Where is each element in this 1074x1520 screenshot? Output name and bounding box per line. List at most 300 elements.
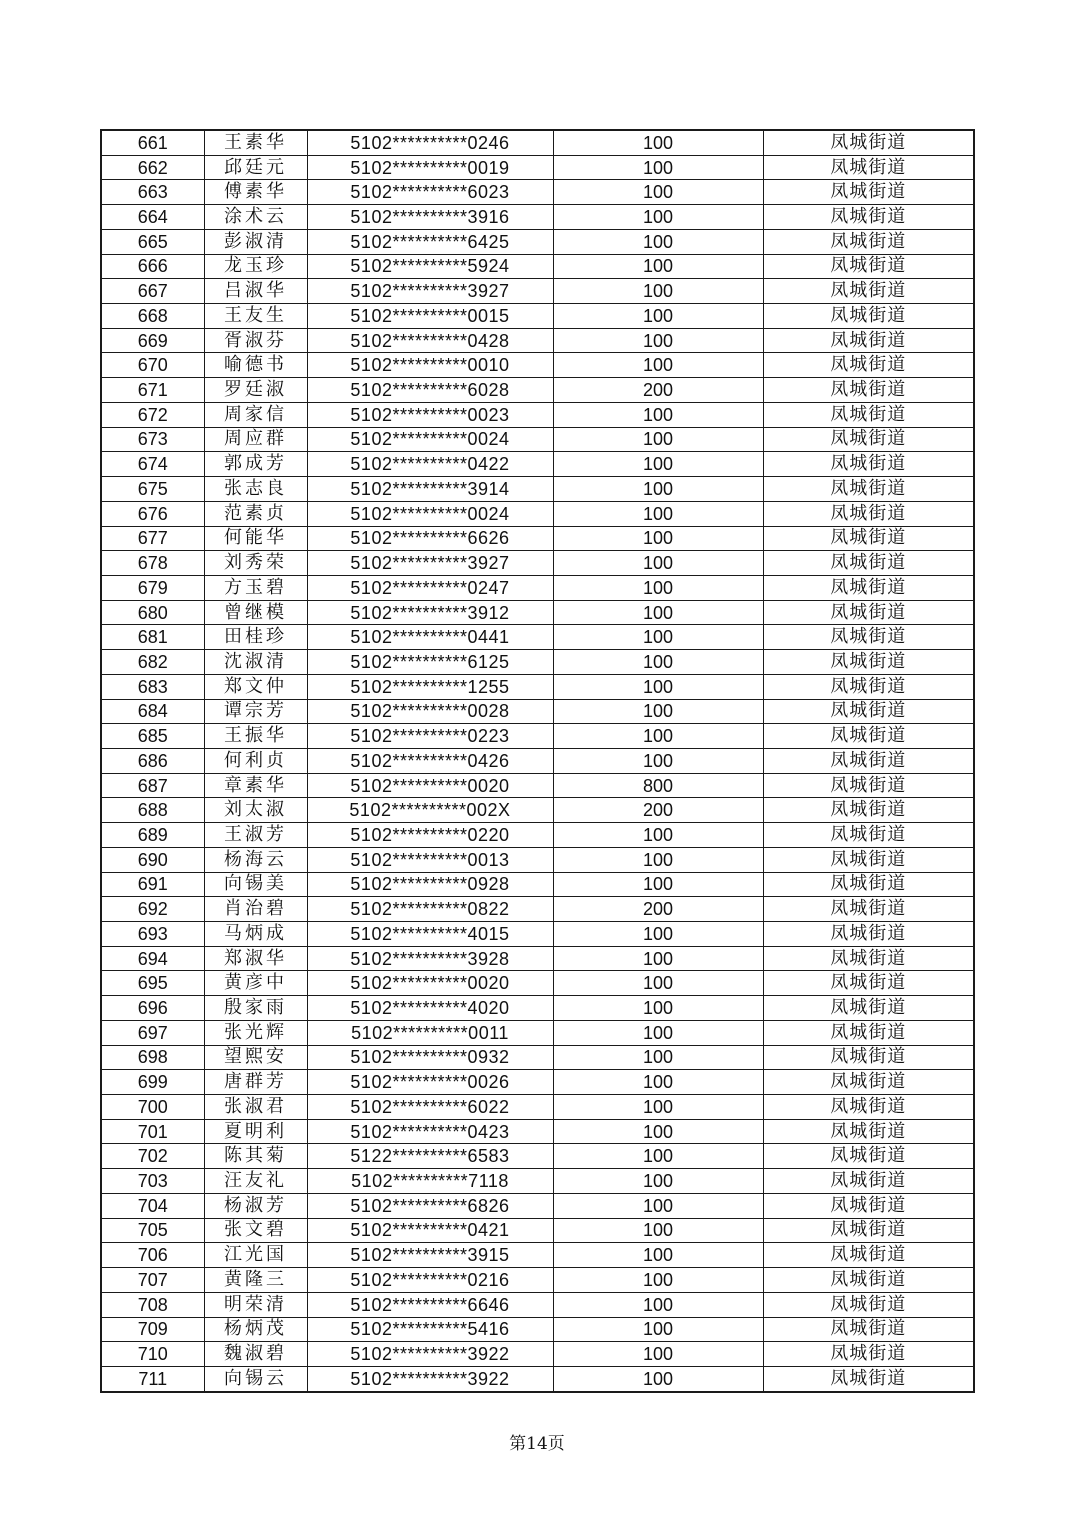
id-number-cell: 5102**********0011 [307, 1020, 553, 1045]
person-name-cell: 涂术云 [204, 205, 307, 230]
amount-cell: 100 [553, 304, 763, 329]
table-row [101, 724, 974, 749]
table-row [101, 847, 974, 872]
seq-number-cell: 708 [101, 1292, 204, 1317]
seq-number-cell: 662 [101, 155, 204, 180]
amount-cell: 100 [553, 922, 763, 947]
seq-number-cell: 669 [101, 328, 204, 353]
seq-number-cell: 676 [101, 501, 204, 526]
seq-number-cell: 671 [101, 378, 204, 403]
id-number-cell: 5122**********6583 [307, 1144, 553, 1169]
seq-number-cell: 665 [101, 229, 204, 254]
seq-number-cell: 696 [101, 996, 204, 1021]
table-row [101, 1045, 974, 1070]
table-row [101, 946, 974, 971]
person-name-cell: 黄隆三 [204, 1268, 307, 1293]
id-number-cell: 5102**********0020 [307, 971, 553, 996]
subdistrict-cell: 凤城街道 [763, 130, 974, 155]
person-name-cell: 邱廷元 [204, 155, 307, 180]
table-row [101, 501, 974, 526]
amount-cell: 100 [553, 625, 763, 650]
subdistrict-cell: 凤城街道 [763, 180, 974, 205]
amount-cell: 100 [553, 650, 763, 675]
id-number-cell: 5102**********6028 [307, 378, 553, 403]
subdistrict-cell: 凤城街道 [763, 205, 974, 230]
id-number-cell: 5102**********0026 [307, 1070, 553, 1095]
subdistrict-cell: 凤城街道 [763, 254, 974, 279]
person-name-cell: 向锡美 [204, 872, 307, 897]
table-row [101, 229, 974, 254]
subdistrict-cell: 凤城街道 [763, 872, 974, 897]
seq-number-cell: 661 [101, 130, 204, 155]
subdistrict-cell: 凤城街道 [763, 501, 974, 526]
id-number-cell: 5102**********0247 [307, 575, 553, 600]
amount-cell: 100 [553, 501, 763, 526]
id-number-cell: 5102**********4015 [307, 922, 553, 947]
amount-cell: 100 [553, 1342, 763, 1367]
person-name-cell: 章素华 [204, 773, 307, 798]
table-row [101, 1342, 974, 1367]
table-row [101, 1070, 974, 1095]
table-row [101, 1193, 974, 1218]
person-name-cell: 望熙安 [204, 1045, 307, 1070]
person-name-cell: 曾继模 [204, 600, 307, 625]
subdistrict-cell: 凤城街道 [763, 155, 974, 180]
table-row [101, 1218, 974, 1243]
table-row [101, 600, 974, 625]
amount-cell: 100 [553, 971, 763, 996]
amount-cell: 100 [553, 130, 763, 155]
person-name-cell: 张文碧 [204, 1218, 307, 1243]
amount-cell: 100 [553, 1119, 763, 1144]
amount-cell: 100 [553, 180, 763, 205]
table-row [101, 304, 974, 329]
seq-number-cell: 666 [101, 254, 204, 279]
id-number-cell: 5102**********5416 [307, 1317, 553, 1342]
amount-cell: 100 [553, 600, 763, 625]
table-row [101, 1292, 974, 1317]
subdistrict-cell: 凤城街道 [763, 279, 974, 304]
table-row [101, 1144, 974, 1169]
amount-cell: 100 [553, 254, 763, 279]
table-row [101, 971, 974, 996]
amount-cell: 100 [553, 452, 763, 477]
subdistrict-cell: 凤城街道 [763, 650, 974, 675]
seq-number-cell: 679 [101, 575, 204, 600]
table-row [101, 748, 974, 773]
person-name-cell: 魏淑碧 [204, 1342, 307, 1367]
id-number-cell: 5102**********0024 [307, 427, 553, 452]
person-name-cell: 汪友礼 [204, 1169, 307, 1194]
seq-number-cell: 688 [101, 798, 204, 823]
seq-number-cell: 681 [101, 625, 204, 650]
seq-number-cell: 689 [101, 823, 204, 848]
table-row [101, 872, 974, 897]
person-name-cell: 谭宗芳 [204, 699, 307, 724]
seq-number-cell: 674 [101, 452, 204, 477]
id-number-cell: 5102**********3927 [307, 551, 553, 576]
subdistrict-cell: 凤城街道 [763, 427, 974, 452]
id-number-cell: 5102**********0441 [307, 625, 553, 650]
id-number-cell: 5102**********0422 [307, 452, 553, 477]
table-body [101, 130, 974, 1392]
person-name-cell: 向锡云 [204, 1366, 307, 1391]
table-row [101, 427, 974, 452]
person-name-cell: 方玉碧 [204, 575, 307, 600]
id-number-cell: 5102**********0822 [307, 897, 553, 922]
subdistrict-cell: 凤城街道 [763, 996, 974, 1021]
person-name-cell: 罗廷淑 [204, 378, 307, 403]
subdistrict-cell: 凤城街道 [763, 1317, 974, 1342]
subdistrict-cell: 凤城街道 [763, 600, 974, 625]
person-name-cell: 田桂珍 [204, 625, 307, 650]
amount-cell: 100 [553, 823, 763, 848]
subdistrict-cell: 凤城街道 [763, 1268, 974, 1293]
subdistrict-cell: 凤城街道 [763, 625, 974, 650]
seq-number-cell: 702 [101, 1144, 204, 1169]
person-name-cell: 何能华 [204, 526, 307, 551]
id-number-cell: 5102**********3912 [307, 600, 553, 625]
subdistrict-cell: 凤城街道 [763, 748, 974, 773]
seq-number-cell: 706 [101, 1243, 204, 1268]
table-row [101, 155, 974, 180]
person-name-cell: 陈其菊 [204, 1144, 307, 1169]
id-number-cell: 5102**********0423 [307, 1119, 553, 1144]
amount-cell: 100 [553, 847, 763, 872]
seq-number-cell: 694 [101, 946, 204, 971]
amount-cell: 100 [553, 1243, 763, 1268]
amount-cell: 100 [553, 996, 763, 1021]
subdistrict-cell: 凤城街道 [763, 798, 974, 823]
seq-number-cell: 697 [101, 1020, 204, 1045]
subdistrict-cell: 凤城街道 [763, 897, 974, 922]
seq-number-cell: 672 [101, 402, 204, 427]
subdistrict-cell: 凤城街道 [763, 674, 974, 699]
amount-cell: 100 [553, 477, 763, 502]
id-number-cell: 5102**********0028 [307, 699, 553, 724]
seq-number-cell: 700 [101, 1095, 204, 1120]
table-row [101, 254, 974, 279]
amount-cell: 100 [553, 205, 763, 230]
seq-number-cell: 687 [101, 773, 204, 798]
subdistrict-cell: 凤城街道 [763, 847, 974, 872]
amount-cell: 200 [553, 897, 763, 922]
seq-number-cell: 701 [101, 1119, 204, 1144]
id-number-cell: 5102**********3915 [307, 1243, 553, 1268]
amount-cell: 100 [553, 279, 763, 304]
table-row [101, 452, 974, 477]
person-name-cell: 沈淑清 [204, 650, 307, 675]
person-name-cell: 刘秀荣 [204, 551, 307, 576]
table-row [101, 897, 974, 922]
seq-number-cell: 684 [101, 699, 204, 724]
table-row [101, 180, 974, 205]
amount-cell: 100 [553, 353, 763, 378]
amount-cell: 100 [553, 1268, 763, 1293]
amount-cell: 100 [553, 1020, 763, 1045]
seq-number-cell: 678 [101, 551, 204, 576]
subdistrict-cell: 凤城街道 [763, 402, 974, 427]
table-row [101, 575, 974, 600]
person-name-cell: 吕淑华 [204, 279, 307, 304]
amount-cell: 100 [553, 1144, 763, 1169]
table-row [101, 353, 974, 378]
subdistrict-cell: 凤城街道 [763, 1243, 974, 1268]
subdistrict-cell: 凤城街道 [763, 1169, 974, 1194]
table-row [101, 625, 974, 650]
subdistrict-cell: 凤城街道 [763, 823, 974, 848]
subdistrict-cell: 凤城街道 [763, 971, 974, 996]
table-row [101, 773, 974, 798]
subdistrict-cell: 凤城街道 [763, 229, 974, 254]
amount-cell: 100 [553, 551, 763, 576]
person-name-cell: 胥淑芬 [204, 328, 307, 353]
amount-cell: 100 [553, 748, 763, 773]
amount-cell: 200 [553, 378, 763, 403]
amount-cell: 800 [553, 773, 763, 798]
table-row [101, 1020, 974, 1045]
person-name-cell: 王淑芳 [204, 823, 307, 848]
id-number-cell: 5102**********0928 [307, 872, 553, 897]
person-name-cell: 喻德书 [204, 353, 307, 378]
id-number-cell: 5102**********0013 [307, 847, 553, 872]
table-row [101, 1268, 974, 1293]
person-name-cell: 夏明利 [204, 1119, 307, 1144]
id-number-cell: 5102**********3922 [307, 1366, 553, 1391]
page-number: 第14页 [509, 1434, 565, 1454]
id-number-cell: 5102**********0023 [307, 402, 553, 427]
subdistrict-cell: 凤城街道 [763, 922, 974, 947]
subdistrict-cell: 凤城街道 [763, 773, 974, 798]
amount-cell: 100 [553, 229, 763, 254]
subdistrict-cell: 凤城街道 [763, 1218, 974, 1243]
seq-number-cell: 680 [101, 600, 204, 625]
subdistrict-cell: 凤城街道 [763, 1020, 974, 1045]
id-number-cell: 5102**********3914 [307, 477, 553, 502]
table-row [101, 823, 974, 848]
person-name-cell: 黄彦中 [204, 971, 307, 996]
amount-cell: 100 [553, 526, 763, 551]
id-number-cell: 5102**********4020 [307, 996, 553, 1021]
person-name-cell: 王友生 [204, 304, 307, 329]
seq-number-cell: 704 [101, 1193, 204, 1218]
subdistrict-cell: 凤城街道 [763, 1144, 974, 1169]
seq-number-cell: 686 [101, 748, 204, 773]
seq-number-cell: 663 [101, 180, 204, 205]
amount-cell: 100 [553, 402, 763, 427]
amount-cell: 100 [553, 724, 763, 749]
amount-cell: 100 [553, 1317, 763, 1342]
id-number-cell: 5102**********0015 [307, 304, 553, 329]
id-number-cell: 5102**********6023 [307, 180, 553, 205]
person-name-cell: 龙玉珍 [204, 254, 307, 279]
person-name-cell: 肖治碧 [204, 897, 307, 922]
table-row [101, 378, 974, 403]
person-name-cell: 唐群芳 [204, 1070, 307, 1095]
person-name-cell: 王振华 [204, 724, 307, 749]
id-number-cell: 5102**********7118 [307, 1169, 553, 1194]
table-row [101, 1243, 974, 1268]
person-name-cell: 彭淑清 [204, 229, 307, 254]
id-number-cell: 5102**********002X [307, 798, 553, 823]
seq-number-cell: 699 [101, 1070, 204, 1095]
amount-cell: 100 [553, 699, 763, 724]
person-name-cell: 郭成芳 [204, 452, 307, 477]
id-number-cell: 5102**********3916 [307, 205, 553, 230]
id-number-cell: 5102**********3922 [307, 1342, 553, 1367]
amount-cell: 100 [553, 1070, 763, 1095]
seq-number-cell: 709 [101, 1317, 204, 1342]
seq-number-cell: 675 [101, 477, 204, 502]
seq-number-cell: 693 [101, 922, 204, 947]
table-row [101, 699, 974, 724]
seq-number-cell: 668 [101, 304, 204, 329]
person-name-cell: 周应群 [204, 427, 307, 452]
id-number-cell: 5102**********5924 [307, 254, 553, 279]
table-row [101, 922, 974, 947]
table-row [101, 674, 974, 699]
id-number-cell: 5102**********0010 [307, 353, 553, 378]
seq-number-cell: 695 [101, 971, 204, 996]
subsidy-list-table [100, 129, 975, 1393]
amount-cell: 100 [553, 155, 763, 180]
amount-cell: 200 [553, 798, 763, 823]
id-number-cell: 5102**********3928 [307, 946, 553, 971]
subdistrict-cell: 凤城街道 [763, 477, 974, 502]
subdistrict-cell: 凤城街道 [763, 1193, 974, 1218]
amount-cell: 100 [553, 1218, 763, 1243]
subdistrict-cell: 凤城街道 [763, 1095, 974, 1120]
subdistrict-cell: 凤城街道 [763, 378, 974, 403]
id-number-cell: 5102**********6646 [307, 1292, 553, 1317]
id-number-cell: 5102**********0932 [307, 1045, 553, 1070]
seq-number-cell: 667 [101, 279, 204, 304]
table-row [101, 650, 974, 675]
person-name-cell: 马炳成 [204, 922, 307, 947]
person-name-cell: 范素贞 [204, 501, 307, 526]
id-number-cell: 5102**********0220 [307, 823, 553, 848]
amount-cell: 100 [553, 1169, 763, 1194]
person-name-cell: 傅素华 [204, 180, 307, 205]
subdistrict-cell: 凤城街道 [763, 353, 974, 378]
person-name-cell: 杨海云 [204, 847, 307, 872]
id-number-cell: 5102**********0223 [307, 724, 553, 749]
id-number-cell: 5102**********0428 [307, 328, 553, 353]
amount-cell: 100 [553, 1095, 763, 1120]
id-number-cell: 5102**********1255 [307, 674, 553, 699]
table-row [101, 205, 974, 230]
table-row [101, 402, 974, 427]
id-number-cell: 5102**********0426 [307, 748, 553, 773]
person-name-cell: 郑淑华 [204, 946, 307, 971]
seq-number-cell: 710 [101, 1342, 204, 1367]
seq-number-cell: 691 [101, 872, 204, 897]
subdistrict-cell: 凤城街道 [763, 1045, 974, 1070]
seq-number-cell: 673 [101, 427, 204, 452]
table-row [101, 130, 974, 155]
seq-number-cell: 682 [101, 650, 204, 675]
subdistrict-cell: 凤城街道 [763, 724, 974, 749]
person-name-cell: 张光辉 [204, 1020, 307, 1045]
seq-number-cell: 711 [101, 1366, 204, 1391]
person-name-cell: 张淑君 [204, 1095, 307, 1120]
amount-cell: 100 [553, 1193, 763, 1218]
table-row [101, 1366, 974, 1391]
seq-number-cell: 677 [101, 526, 204, 551]
person-name-cell: 何利贞 [204, 748, 307, 773]
person-name-cell: 刘太淑 [204, 798, 307, 823]
id-number-cell: 5102**********6826 [307, 1193, 553, 1218]
amount-cell: 100 [553, 1292, 763, 1317]
person-name-cell: 周家信 [204, 402, 307, 427]
amount-cell: 100 [553, 575, 763, 600]
amount-cell: 100 [553, 674, 763, 699]
amount-cell: 100 [553, 1366, 763, 1391]
seq-number-cell: 690 [101, 847, 204, 872]
table-row [101, 1317, 974, 1342]
subdistrict-cell: 凤城街道 [763, 1292, 974, 1317]
id-number-cell: 5102**********6125 [307, 650, 553, 675]
table-row [101, 551, 974, 576]
table-row [101, 279, 974, 304]
subdistrict-cell: 凤城街道 [763, 526, 974, 551]
person-name-cell: 明荣清 [204, 1292, 307, 1317]
id-number-cell: 5102**********0216 [307, 1268, 553, 1293]
subdistrict-cell: 凤城街道 [763, 304, 974, 329]
table-row [101, 526, 974, 551]
seq-number-cell: 707 [101, 1268, 204, 1293]
amount-cell: 100 [553, 328, 763, 353]
person-name-cell: 江光国 [204, 1243, 307, 1268]
subdistrict-cell: 凤城街道 [763, 1366, 974, 1391]
seq-number-cell: 692 [101, 897, 204, 922]
table-row [101, 798, 974, 823]
person-name-cell: 殷家雨 [204, 996, 307, 1021]
person-name-cell: 杨炳茂 [204, 1317, 307, 1342]
seq-number-cell: 664 [101, 205, 204, 230]
subdistrict-cell: 凤城街道 [763, 575, 974, 600]
table-row [101, 1169, 974, 1194]
seq-number-cell: 685 [101, 724, 204, 749]
id-number-cell: 5102**********0019 [307, 155, 553, 180]
id-number-cell: 5102**********3927 [307, 279, 553, 304]
seq-number-cell: 683 [101, 674, 204, 699]
seq-number-cell: 705 [101, 1218, 204, 1243]
person-name-cell: 王素华 [204, 130, 307, 155]
id-number-cell: 5102**********0024 [307, 501, 553, 526]
subdistrict-cell: 凤城街道 [763, 699, 974, 724]
id-number-cell: 5102**********0246 [307, 130, 553, 155]
subdistrict-cell: 凤城街道 [763, 1070, 974, 1095]
subdistrict-cell: 凤城街道 [763, 452, 974, 477]
seq-number-cell: 703 [101, 1169, 204, 1194]
table-row [101, 1095, 974, 1120]
table-row [101, 1119, 974, 1144]
subdistrict-cell: 凤城街道 [763, 1119, 974, 1144]
amount-cell: 100 [553, 872, 763, 897]
subdistrict-cell: 凤城街道 [763, 946, 974, 971]
table-row [101, 477, 974, 502]
id-number-cell: 5102**********6425 [307, 229, 553, 254]
id-number-cell: 5102**********0421 [307, 1218, 553, 1243]
subdistrict-cell: 凤城街道 [763, 551, 974, 576]
subdistrict-cell: 凤城街道 [763, 328, 974, 353]
id-number-cell: 5102**********6022 [307, 1095, 553, 1120]
person-name-cell: 郑文仲 [204, 674, 307, 699]
amount-cell: 100 [553, 946, 763, 971]
person-name-cell: 杨淑芳 [204, 1193, 307, 1218]
table-row [101, 328, 974, 353]
